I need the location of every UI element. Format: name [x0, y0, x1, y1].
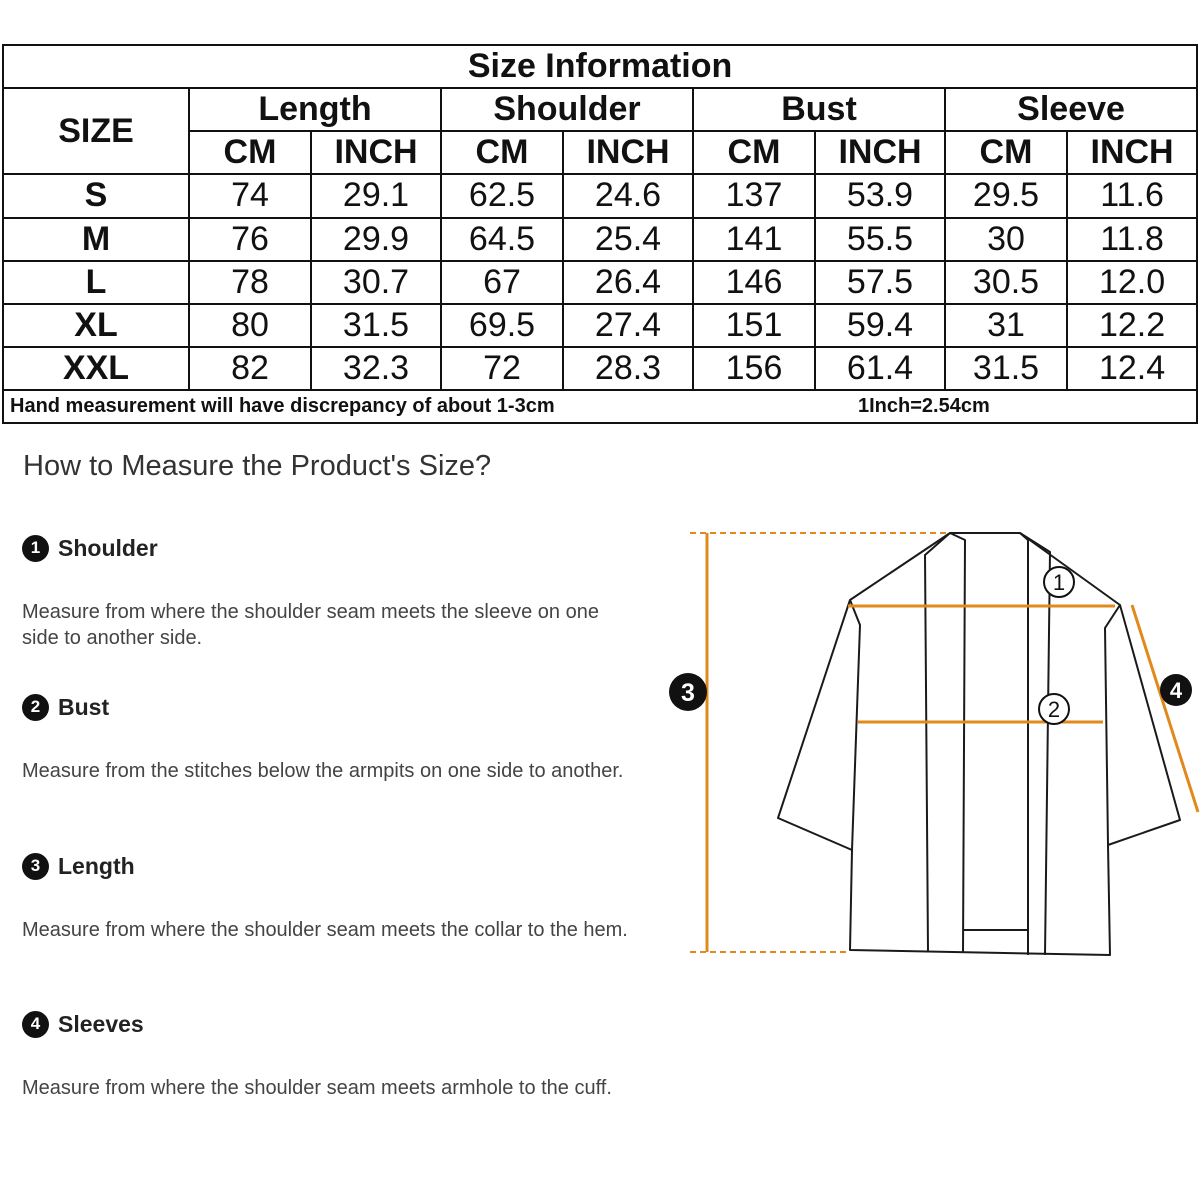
- svg-text:2: 2: [1047, 697, 1061, 722]
- bust-marker: [1039, 694, 1069, 724]
- measurement-cell: 31.5: [311, 304, 441, 347]
- unit-header: CM: [189, 131, 311, 174]
- measurement-cell: 62.5: [441, 174, 563, 217]
- shoulder-marker: [1044, 567, 1074, 597]
- measurement-cell: 29.5: [945, 174, 1067, 217]
- shoulder-group-header: Shoulder: [441, 88, 693, 131]
- measurement-cell: 59.4: [815, 304, 945, 347]
- step-name: Length: [58, 852, 135, 879]
- measurement-cell: 30.7: [311, 261, 441, 304]
- measurement-cell: 64.5: [441, 218, 563, 261]
- unit-header: CM: [945, 131, 1067, 174]
- measurement-cell: 12.0: [1067, 261, 1197, 304]
- measurement-cell: 28.3: [563, 347, 693, 390]
- size-label-cell: XL: [3, 304, 189, 347]
- step-description: Measure from the stitches below the armpits on one side to another.: [22, 760, 624, 782]
- measure-guide-title: How to Measure the Product's Size?: [23, 450, 492, 482]
- measurement-cell: 69.5: [441, 304, 563, 347]
- discrepancy-note: Hand measurement will have discrepancy of about 1-3cm: [10, 395, 555, 418]
- measurement-cell: 137: [693, 174, 815, 217]
- table-row: [3, 261, 1197, 304]
- measurement-cell: 27.4: [563, 304, 693, 347]
- measurement-cell: 55.5: [815, 218, 945, 261]
- measurement-cell: 67: [441, 261, 563, 304]
- unit-header: CM: [693, 131, 815, 174]
- size-column-header: SIZE: [3, 88, 189, 174]
- table-title: Size Information: [3, 45, 1197, 88]
- measurement-cell: 151: [693, 304, 815, 347]
- step-description: Measure from where the shoulder seam meets the collar to the hem.: [22, 919, 628, 941]
- length-group-header: Length: [189, 88, 441, 131]
- sleeve-line: [1132, 605, 1198, 812]
- step-sleeves: [22, 1009, 642, 1101]
- measurement-cell: 146: [693, 261, 815, 304]
- measurement-cell: 24.6: [563, 174, 693, 217]
- measurement-cell: 61.4: [815, 347, 945, 390]
- measurement-cell: 74: [189, 174, 311, 217]
- measurement-cell: 141: [693, 218, 815, 261]
- kimono-outline: [778, 533, 1180, 955]
- measurement-cell: 82: [189, 347, 311, 390]
- svg-text:1: 1: [1052, 570, 1066, 595]
- step-name: Shoulder: [58, 534, 158, 561]
- svg-text:3: 3: [681, 679, 695, 707]
- table-row: [3, 304, 1197, 347]
- bust-group-header: Bust: [693, 88, 945, 131]
- sleeve-group-header: Sleeve: [945, 88, 1197, 131]
- size-label-cell: S: [3, 174, 189, 217]
- measurement-cell: 29.9: [311, 218, 441, 261]
- measurement-cell: 78: [189, 261, 311, 304]
- size-table: [2, 44, 1198, 424]
- step-name: Bust: [58, 693, 110, 720]
- unit-header: INCH: [1067, 131, 1197, 174]
- measurement-cell: 12.4: [1067, 347, 1197, 390]
- sleeve-marker: [1160, 674, 1192, 706]
- measurement-cell: 76: [189, 218, 311, 261]
- table-footer: [3, 390, 1197, 423]
- measurement-cell: 12.2: [1067, 304, 1197, 347]
- size-label-cell: M: [3, 218, 189, 261]
- step-number-badge: 1: [22, 535, 49, 562]
- table-row: [3, 218, 1197, 261]
- step-name: Sleeves: [58, 1010, 144, 1037]
- measurement-cell: 72: [441, 347, 563, 390]
- measurement-cell: 31: [945, 304, 1067, 347]
- measurement-cell: 57.5: [815, 261, 945, 304]
- step-length: [22, 851, 642, 943]
- unit-header: INCH: [563, 131, 693, 174]
- size-label-cell: XXL: [3, 347, 189, 390]
- measurement-cell: 32.3: [311, 347, 441, 390]
- svg-text:4: 4: [1169, 678, 1183, 703]
- step-shoulder: [22, 533, 642, 651]
- step-number-badge: 4: [22, 1011, 49, 1038]
- inch-conversion-note: 1Inch=2.54cm: [858, 395, 990, 418]
- step-description: Measure from where the shoulder seam meets the sleeve on one side to another side.: [22, 601, 599, 649]
- step-number-badge: 2: [22, 694, 49, 721]
- table-row: [3, 174, 1197, 217]
- step-bust: [22, 692, 642, 784]
- measurement-cell: 156: [693, 347, 815, 390]
- step-description: Measure from where the shoulder seam meets armhole to the cuff.: [22, 1077, 612, 1099]
- measurement-cell: 25.4: [563, 218, 693, 261]
- table-row: [3, 347, 1197, 390]
- measurement-cell: 30.5: [945, 261, 1067, 304]
- measurement-cell: 11.6: [1067, 174, 1197, 217]
- measurement-cell: 29.1: [311, 174, 441, 217]
- length-marker: [669, 673, 707, 711]
- kimono-measurement-diagram: [660, 500, 1200, 970]
- measurement-cell: 31.5: [945, 347, 1067, 390]
- measurement-cell: 26.4: [563, 261, 693, 304]
- measurement-guides: [690, 533, 1198, 952]
- measurement-cell: 80: [189, 304, 311, 347]
- measurement-cell: 30: [945, 218, 1067, 261]
- size-label-cell: L: [3, 261, 189, 304]
- measurement-cell: 11.8: [1067, 218, 1197, 261]
- measurement-cell: 53.9: [815, 174, 945, 217]
- step-number-badge: 3: [22, 853, 49, 880]
- unit-header: CM: [441, 131, 563, 174]
- unit-header: INCH: [311, 131, 441, 174]
- unit-header: INCH: [815, 131, 945, 174]
